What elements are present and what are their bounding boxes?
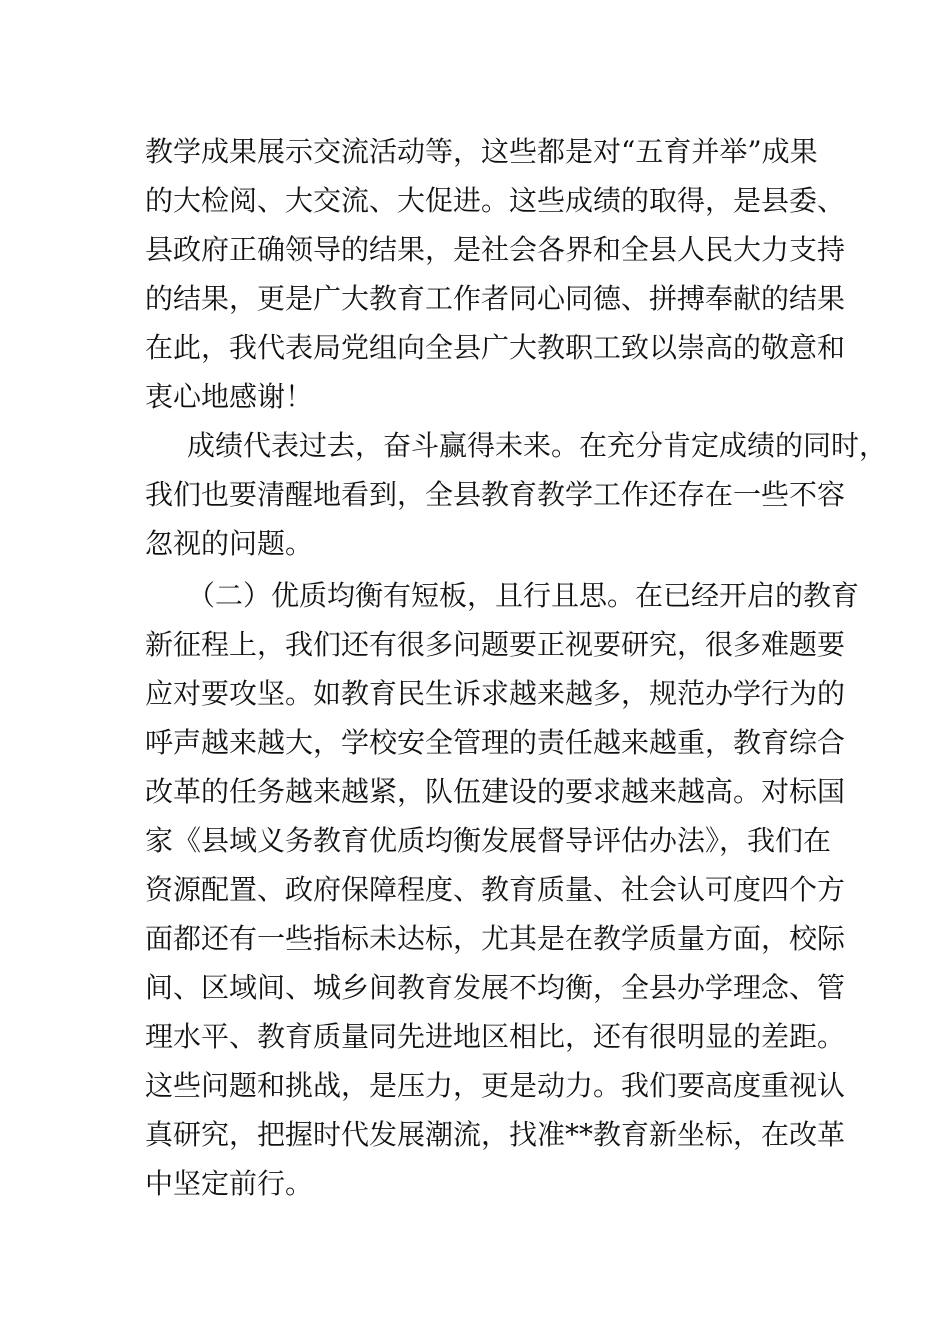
text-line: 应对要攻坚。如教育民生诉求越来越多，规范办学行为的 [145, 677, 846, 710]
paragraph-first-line: 成绩代表过去，奋斗赢得未来。在充分肯定成绩的同时， [187, 429, 888, 462]
text-line: 间、区域间、城乡间教育发展不均衡，全县办学理念、管 [145, 971, 846, 1004]
section-heading-line: （二）优质均衡有短板，且行且思。在已经开启的教育 [187, 579, 860, 612]
text-line: 在此，我代表局党组向全县广大教职工致以崇高的敬意和 [145, 331, 846, 364]
text-line: 真研究，把握时代发展潮流，找准**教育新坐标，在改革 [145, 1118, 846, 1151]
text-line: 理水平、教育质量同先进地区相比，还有很明显的差距。 [145, 1020, 846, 1053]
text-line: 教学成果展示交流活动等，这些都是对“五育并举”成果 [145, 135, 818, 168]
text-line: 呼声越来越大，学校安全管理的责任越来越重，教育综合 [145, 726, 846, 759]
text-line: 我们也要清醒地看到，全县教育教学工作还存在一些不容 [145, 478, 846, 511]
text-line: 这些问题和挑战，是压力，更是动力。我们要高度重视认 [145, 1069, 846, 1102]
text-line: 改革的任务越来越紧，队伍建设的要求越来越高。对标国 [145, 775, 846, 808]
text-line: 忽视的问题。 [145, 527, 314, 560]
text-line: 县政府正确领导的结果，是社会各界和全县人民大力支持 [145, 233, 846, 266]
text-line: 资源配置、政府保障程度、教育质量、社会认可度四个方 [145, 873, 846, 906]
text-line: 的大检阅、大交流、大促进。这些成绩的取得，是县委、 [145, 184, 846, 217]
text-line: 衷心地感谢！ [145, 380, 314, 413]
text-line: 家《县域义务教育优质均衡发展督导评估办法》，我们在 [145, 824, 832, 857]
text-line: 中坚定前行。 [145, 1167, 314, 1200]
text-line: 的结果，更是广大教育工作者同心同德、拼搏奉献的结果 [145, 282, 846, 315]
text-line: 新征程上，我们还有很多问题要正视要研究，很多难题要 [145, 628, 846, 661]
text-line: 面都还有一些指标未达标，尤其是在教学质量方面，校际 [145, 922, 846, 955]
